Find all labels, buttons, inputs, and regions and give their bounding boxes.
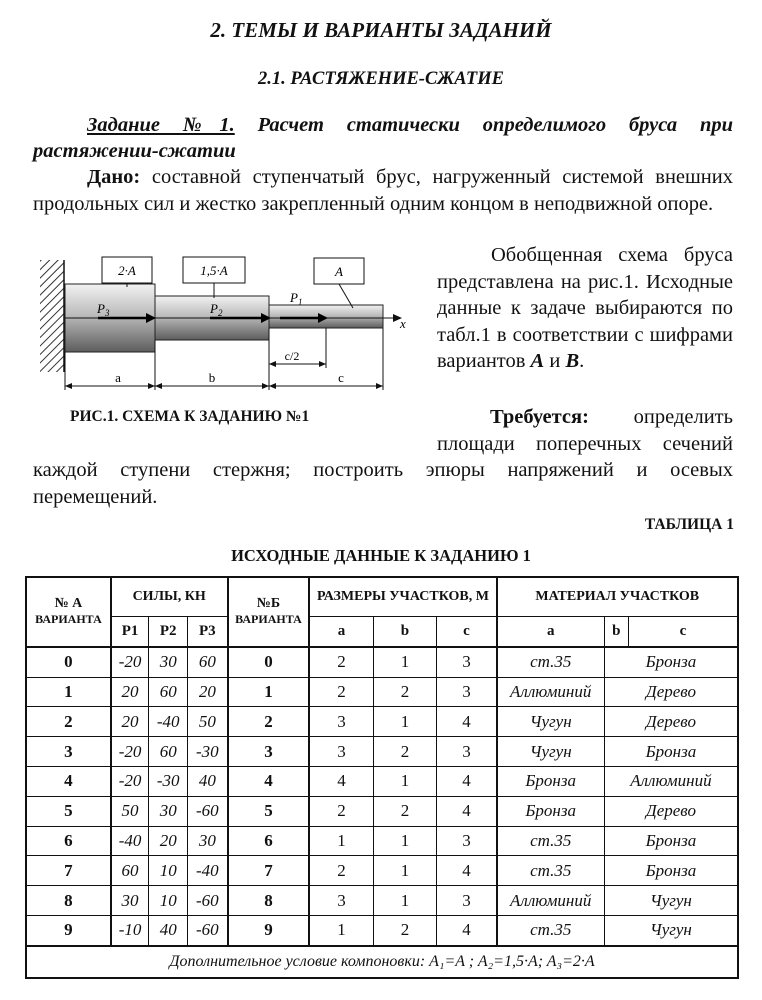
table-cell-nb: 6 [228,826,310,856]
table-cell-b: 1 [373,826,437,856]
area-label-1: 2·A [118,263,136,278]
header-size-b: b [373,617,437,647]
table-cell-p2: 30 [149,647,188,677]
header-p3: P3 [188,617,228,647]
table-cell-ma: ст.35 [497,915,605,945]
table-cell-p3: -60 [188,886,228,916]
table-cell-c: 3 [437,737,497,767]
page-heading: 2. ТЕМЫ И ВАРИАНТЫ ЗАДАНИЙ [210,18,552,42]
table-cell-c: 4 [437,707,497,737]
required-text: определить площади поперечных сечений каждой ступени стержня; построить эпюры напряжений и осевых перемещений. [33,406,733,508]
x-axis-label: x [400,316,406,331]
table-note: Дополнительное условие компоновки: A₁=A ; A₂=1,5·A; A₃=2·A [26,946,738,978]
table-cell-ma: Чугун [497,707,605,737]
table-cell-a: 2 [309,856,373,886]
wall-support [40,260,64,372]
table-cell-p2: -30 [149,766,188,796]
table-cell-p3: 30 [188,826,228,856]
header-size-a: a [309,617,373,647]
header-size-c: c [437,617,497,647]
table-cell-ma: ст.35 [497,826,605,856]
table-cell-c: 4 [437,915,497,945]
table-cell-c: 3 [437,677,497,707]
table-cell-nb: 9 [228,915,310,945]
table-cell-a: 2 [309,677,373,707]
table-cell-p2: -40 [149,707,188,737]
force-p2-label: $P_2$ [210,301,223,318]
table-cell-p1: -20 [111,737,149,767]
table-cell-mc: Чугун [604,886,738,916]
table-cell-na: 1 [26,677,111,707]
table-number: ТАБЛИЦА 1 [644,516,734,533]
table-cell-p3: 20 [188,677,228,707]
table-cell-p2: 60 [149,737,188,767]
table-cell-a: 2 [309,796,373,826]
table-row [26,766,738,796]
table-cell-ma: Чугун [497,737,605,767]
table-cell-mc: Дерево [604,677,738,707]
dim-c-label: c [338,370,344,385]
table-cell-nb: 7 [228,856,310,886]
table-cell-mc: Бронза [604,737,738,767]
table-cell-nb: 5 [228,796,310,826]
table-cell-a: 3 [309,707,373,737]
header-forces: СИЛЫ, КН [111,577,228,617]
header-var-b: №Б ВАРИАНТА [228,577,310,647]
table-cell-p3: -60 [188,796,228,826]
header-material: МАТЕРИАЛ УЧАСТКОВ [497,577,738,617]
table-cell-nb: 4 [228,766,310,796]
required-spacer-2 [33,414,437,441]
area-leader-3 [339,284,353,308]
dim-c2-label: c/2 [284,349,300,363]
table-cell-nb: 1 [228,677,310,707]
table-cell-na: 7 [26,856,111,886]
table-row [26,856,738,886]
header-mat-c: c [628,617,738,647]
required-label: Требуется: [490,406,589,428]
table-cell-c: 4 [437,856,497,886]
table-cell-na: 9 [26,915,111,945]
table-row [26,796,738,826]
task-title [33,112,733,164]
table-cell-ma: ст.35 [497,856,605,886]
area-label-2: 1,5·A [200,263,228,278]
table-cell-b: 1 [373,886,437,916]
table-cell-p2: 20 [149,826,188,856]
schema-and: и [544,350,566,372]
given-label: Дано: [87,166,141,188]
table-cell-p1: -40 [111,826,149,856]
table-cell-na: 8 [26,886,111,916]
table-cell-mc: Бронза [604,647,738,677]
table-cell-b: 1 [373,856,437,886]
required-block [33,404,733,510]
variant-b: B [565,350,580,372]
table-cell-na: 3 [26,737,111,767]
table-cell-ma: Бронза [497,796,605,826]
table-cell-na: 2 [26,707,111,737]
table-cell-c: 4 [437,796,497,826]
table-cell-ma: ст.35 [497,647,605,677]
table-cell-na: 4 [26,766,111,796]
table-body [26,647,738,946]
table-cell-mc: Дерево [604,796,738,826]
schema-text: Обобщенная схема бруса представлена на рис.1. Исходные данные к задаче выбираются по табл.1 в соответствии с шифрами вариантов [437,244,733,372]
table-cell-p3: 40 [188,766,228,796]
table-cell-p3: -60 [188,915,228,945]
schema-paragraph [437,242,733,375]
table-cell-a: 3 [309,886,373,916]
table-cell-nb: 2 [228,707,310,737]
table-cell-p1: 60 [111,856,149,886]
table-row [26,886,738,916]
table-cell-ma: Аллюминий [497,886,605,916]
table-cell-p1: 50 [111,796,149,826]
figure-caption: РИС.1. СХЕМА К ЗАДАНИЮ №1 [70,408,310,425]
table-note-row [26,946,738,978]
beam-figure [40,252,420,404]
header-mat-b: b [604,617,628,647]
header-var-a: № А ВАРИАНТА [26,577,111,647]
given-paragraph [33,164,733,218]
table-title: ИСХОДНЫЕ ДАННЫЕ К ЗАДАНИЮ 1 [231,546,531,565]
header-mat-a: a [497,617,605,647]
table-cell-ma: Бронза [497,766,605,796]
table-cell-p1: -20 [111,766,149,796]
table-cell-p1: 30 [111,886,149,916]
table-cell-a: 2 [309,647,373,677]
table-row [26,737,738,767]
table-cell-p3: 60 [188,647,228,677]
table-row [26,677,738,707]
table-cell-b: 2 [373,915,437,945]
table-cell-a: 1 [309,826,373,856]
table-cell-b: 1 [373,707,437,737]
table-cell-p3: -30 [188,737,228,767]
table-row [26,826,738,856]
task-title-text: Расчет статически определимого бруса при растяжении-сжатии [33,114,733,162]
table-cell-p2: 30 [149,796,188,826]
table-cell-nb: 0 [228,647,310,677]
table-header-row-1 [26,577,738,617]
table-cell-na: 6 [26,826,111,856]
force-p3-label: $P_3$ [97,301,110,318]
table-cell-b: 2 [373,677,437,707]
table-cell-c: 4 [437,766,497,796]
table-cell-p2: 10 [149,856,188,886]
table-cell-p3: -40 [188,856,228,886]
table-cell-p2: 40 [149,915,188,945]
table-cell-nb: 3 [228,737,310,767]
dim-b-label: b [208,370,216,385]
table-cell-b: 2 [373,737,437,767]
section-heading: 2.1. РАСТЯЖЕНИЕ-СЖАТИЕ [258,69,504,89]
task-label: Задание №1. [87,114,235,136]
beam-step-3 [269,305,383,328]
table-cell-mc: Бронза [604,826,738,856]
table-header-row-2 [26,617,738,647]
table-cell-p1: 20 [111,707,149,737]
header-p1: P1 [111,617,149,647]
table-row [26,647,738,677]
table-row [26,915,738,945]
dim-a-label: a [115,370,121,385]
table-cell-b: 1 [373,647,437,677]
table-cell-mc: Дерево [604,707,738,737]
required-spacer [33,404,490,414]
table-cell-na: 0 [26,647,111,677]
table-row [26,707,738,737]
table-cell-na: 5 [26,796,111,826]
table-cell-a: 1 [309,915,373,945]
given-text: составной ступенчатый брус, нагруженный системой внешних продольных сил и жестко закрепленный одним концом в неподвижной опоре. [33,166,733,215]
table-cell-a: 3 [309,737,373,767]
table-cell-b: 2 [373,796,437,826]
table-cell-c: 3 [437,826,497,856]
area-label-3: A [335,264,343,279]
table-cell-mc: Аллюминий [604,766,738,796]
table-cell-c: 3 [437,886,497,916]
header-sizes: РАЗМЕРЫ УЧАСТКОВ, М [309,577,496,617]
table-cell-p1: -10 [111,915,149,945]
table-cell-p1: -20 [111,647,149,677]
table-cell-a: 4 [309,766,373,796]
table-cell-c: 3 [437,647,497,677]
table-cell-b: 1 [373,766,437,796]
table-cell-p1: 20 [111,677,149,707]
table-cell-mc: Бронза [604,856,738,886]
table-cell-ma: Аллюминий [497,677,605,707]
variant-a: A [530,350,545,372]
force-p1-label: $P_1$ [290,290,303,307]
table-cell-p2: 10 [149,886,188,916]
table-cell-p2: 60 [149,677,188,707]
table-cell-p3: 50 [188,707,228,737]
data-table [25,576,739,979]
header-p2: P2 [149,617,188,647]
table-cell-mc: Чугун [604,915,738,945]
table-cell-nb: 8 [228,886,310,916]
schema-end: . [579,350,585,372]
